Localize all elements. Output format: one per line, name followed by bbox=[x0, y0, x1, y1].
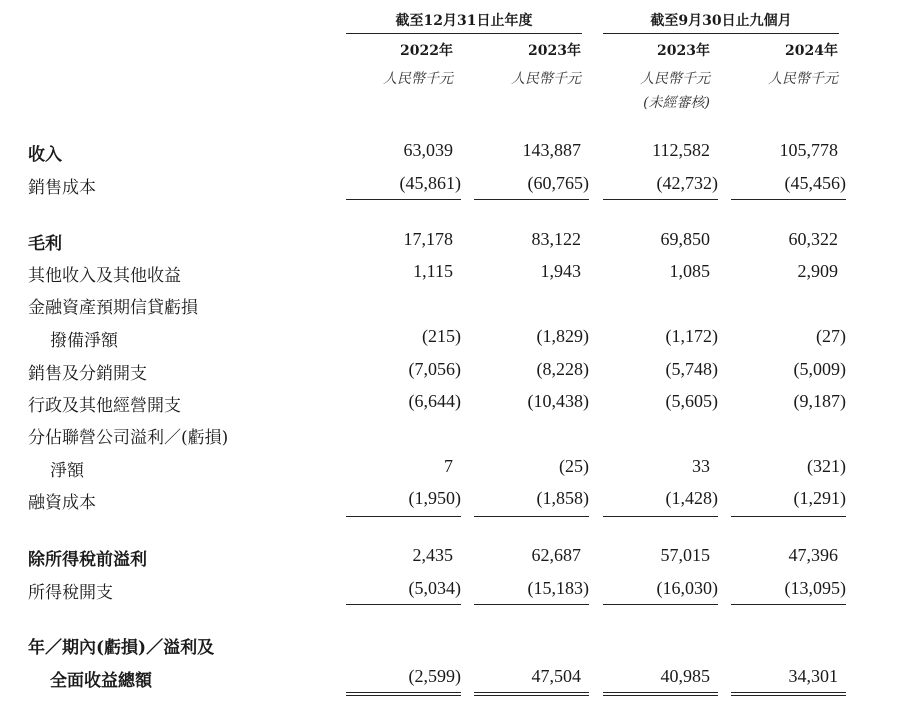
total-double-rule bbox=[346, 692, 461, 696]
value-cell: (1,950) bbox=[408, 488, 461, 508]
subtotal-rule bbox=[603, 516, 718, 517]
subtotal-rule bbox=[474, 516, 589, 517]
subtotal-rule bbox=[346, 604, 461, 605]
value-cell: (45,456) bbox=[784, 173, 846, 193]
subtotal-rule bbox=[346, 199, 461, 200]
value-cell: (7,056) bbox=[408, 359, 461, 379]
row-label: 其他收入及其他收益 bbox=[28, 266, 181, 286]
value-cell: (1,428) bbox=[665, 488, 718, 508]
value-cell: 57,015 bbox=[660, 545, 710, 565]
value-cell: (321) bbox=[807, 456, 846, 476]
value-cell: 1,115 bbox=[413, 261, 453, 281]
row-label: 銷售成本 bbox=[28, 178, 96, 198]
value-cell: (10,438) bbox=[527, 391, 589, 411]
value-cell: 143,887 bbox=[522, 140, 581, 160]
value-cell: 17,178 bbox=[403, 229, 453, 249]
value-cell: 60,322 bbox=[788, 229, 838, 249]
row-label: 金融資產預期信貸虧損 bbox=[28, 298, 198, 318]
row-label: 所得稅開支 bbox=[28, 583, 113, 603]
value-cell: (16,030) bbox=[656, 578, 718, 598]
row-label: 撥備淨額 bbox=[50, 331, 118, 351]
value-cell: 47,396 bbox=[788, 545, 838, 565]
value-cell: (1,291) bbox=[793, 488, 846, 508]
value-cell: (5,034) bbox=[408, 578, 461, 598]
subtotal-rule bbox=[474, 604, 589, 605]
value-cell: (45,861) bbox=[399, 173, 461, 193]
subtotal-rule bbox=[603, 199, 718, 200]
value-cell: (215) bbox=[422, 326, 461, 346]
value-cell: (25) bbox=[559, 456, 589, 476]
value-cell: 105,778 bbox=[779, 140, 838, 160]
period-header-year-ended: 截至12月31日止年度 bbox=[395, 13, 533, 29]
value-cell: (13,095) bbox=[784, 578, 846, 598]
value-cell: 2,909 bbox=[797, 261, 838, 281]
value-cell: 1,943 bbox=[540, 261, 581, 281]
row-label: 收入 bbox=[28, 145, 62, 165]
row-label: 毛利 bbox=[28, 234, 62, 254]
value-cell: (1,829) bbox=[536, 326, 589, 346]
period-header-nine-months: 截至9月30日止九個月 bbox=[650, 13, 792, 29]
row-label: 融資成本 bbox=[28, 493, 96, 513]
row-label: 年／期內(虧損)／溢利及 bbox=[28, 638, 215, 658]
value-cell: (5,748) bbox=[665, 359, 718, 379]
row-label: 淨額 bbox=[50, 461, 84, 481]
row-label: 銷售及分銷開支 bbox=[28, 364, 147, 384]
value-cell: (1,858) bbox=[536, 488, 589, 508]
column-unit: 人民幣千元 bbox=[383, 71, 453, 87]
column-year: 2023年 bbox=[657, 43, 710, 59]
column-year: 2022年 bbox=[400, 43, 453, 59]
total-double-rule bbox=[603, 692, 718, 696]
value-cell: (8,228) bbox=[536, 359, 589, 379]
column-year: 2024年 bbox=[785, 43, 838, 59]
subtotal-rule bbox=[731, 516, 846, 517]
value-cell: (27) bbox=[816, 326, 846, 346]
total-double-rule bbox=[731, 692, 846, 696]
value-cell: 40,985 bbox=[660, 666, 710, 686]
row-label: 全面收益總額 bbox=[50, 671, 152, 691]
column-unit: 人民幣千元 bbox=[768, 71, 838, 87]
row-label: 除所得稅前溢利 bbox=[28, 550, 147, 570]
value-cell: (1,172) bbox=[665, 326, 718, 346]
column-unit: 人民幣千元 bbox=[640, 71, 710, 87]
row-label: 行政及其他經營開支 bbox=[28, 396, 181, 416]
value-cell: 33 bbox=[692, 456, 710, 476]
value-cell: 1,085 bbox=[669, 261, 710, 281]
value-cell: (5,605) bbox=[665, 391, 718, 411]
value-cell: 69,850 bbox=[660, 229, 710, 249]
subtotal-rule bbox=[603, 604, 718, 605]
row-label: 分佔聯營公司溢利／(虧損) bbox=[28, 428, 229, 448]
value-cell: 62,687 bbox=[531, 545, 581, 565]
subtotal-rule bbox=[474, 199, 589, 200]
value-cell: 34,301 bbox=[788, 666, 838, 686]
total-double-rule bbox=[474, 692, 589, 696]
value-cell: 112,582 bbox=[652, 140, 710, 160]
value-cell: (9,187) bbox=[793, 391, 846, 411]
value-cell: 47,504 bbox=[531, 666, 581, 686]
subtotal-rule bbox=[346, 516, 461, 517]
value-cell: 2,435 bbox=[412, 545, 453, 565]
unaudited-note: (未經審核) bbox=[643, 95, 710, 111]
value-cell: (6,644) bbox=[408, 391, 461, 411]
value-cell: (60,765) bbox=[527, 173, 589, 193]
subtotal-rule bbox=[731, 604, 846, 605]
value-cell: 63,039 bbox=[403, 140, 453, 160]
value-cell: (15,183) bbox=[527, 578, 589, 598]
column-year: 2023年 bbox=[528, 43, 581, 59]
subtotal-rule bbox=[731, 199, 846, 200]
value-cell: 83,122 bbox=[531, 229, 581, 249]
value-cell: (2,599) bbox=[408, 666, 461, 686]
value-cell: 7 bbox=[444, 456, 453, 476]
period-header-rule bbox=[603, 33, 839, 34]
value-cell: (42,732) bbox=[656, 173, 718, 193]
column-unit: 人民幣千元 bbox=[511, 71, 581, 87]
value-cell: (5,009) bbox=[793, 359, 846, 379]
period-header-rule bbox=[346, 33, 582, 34]
